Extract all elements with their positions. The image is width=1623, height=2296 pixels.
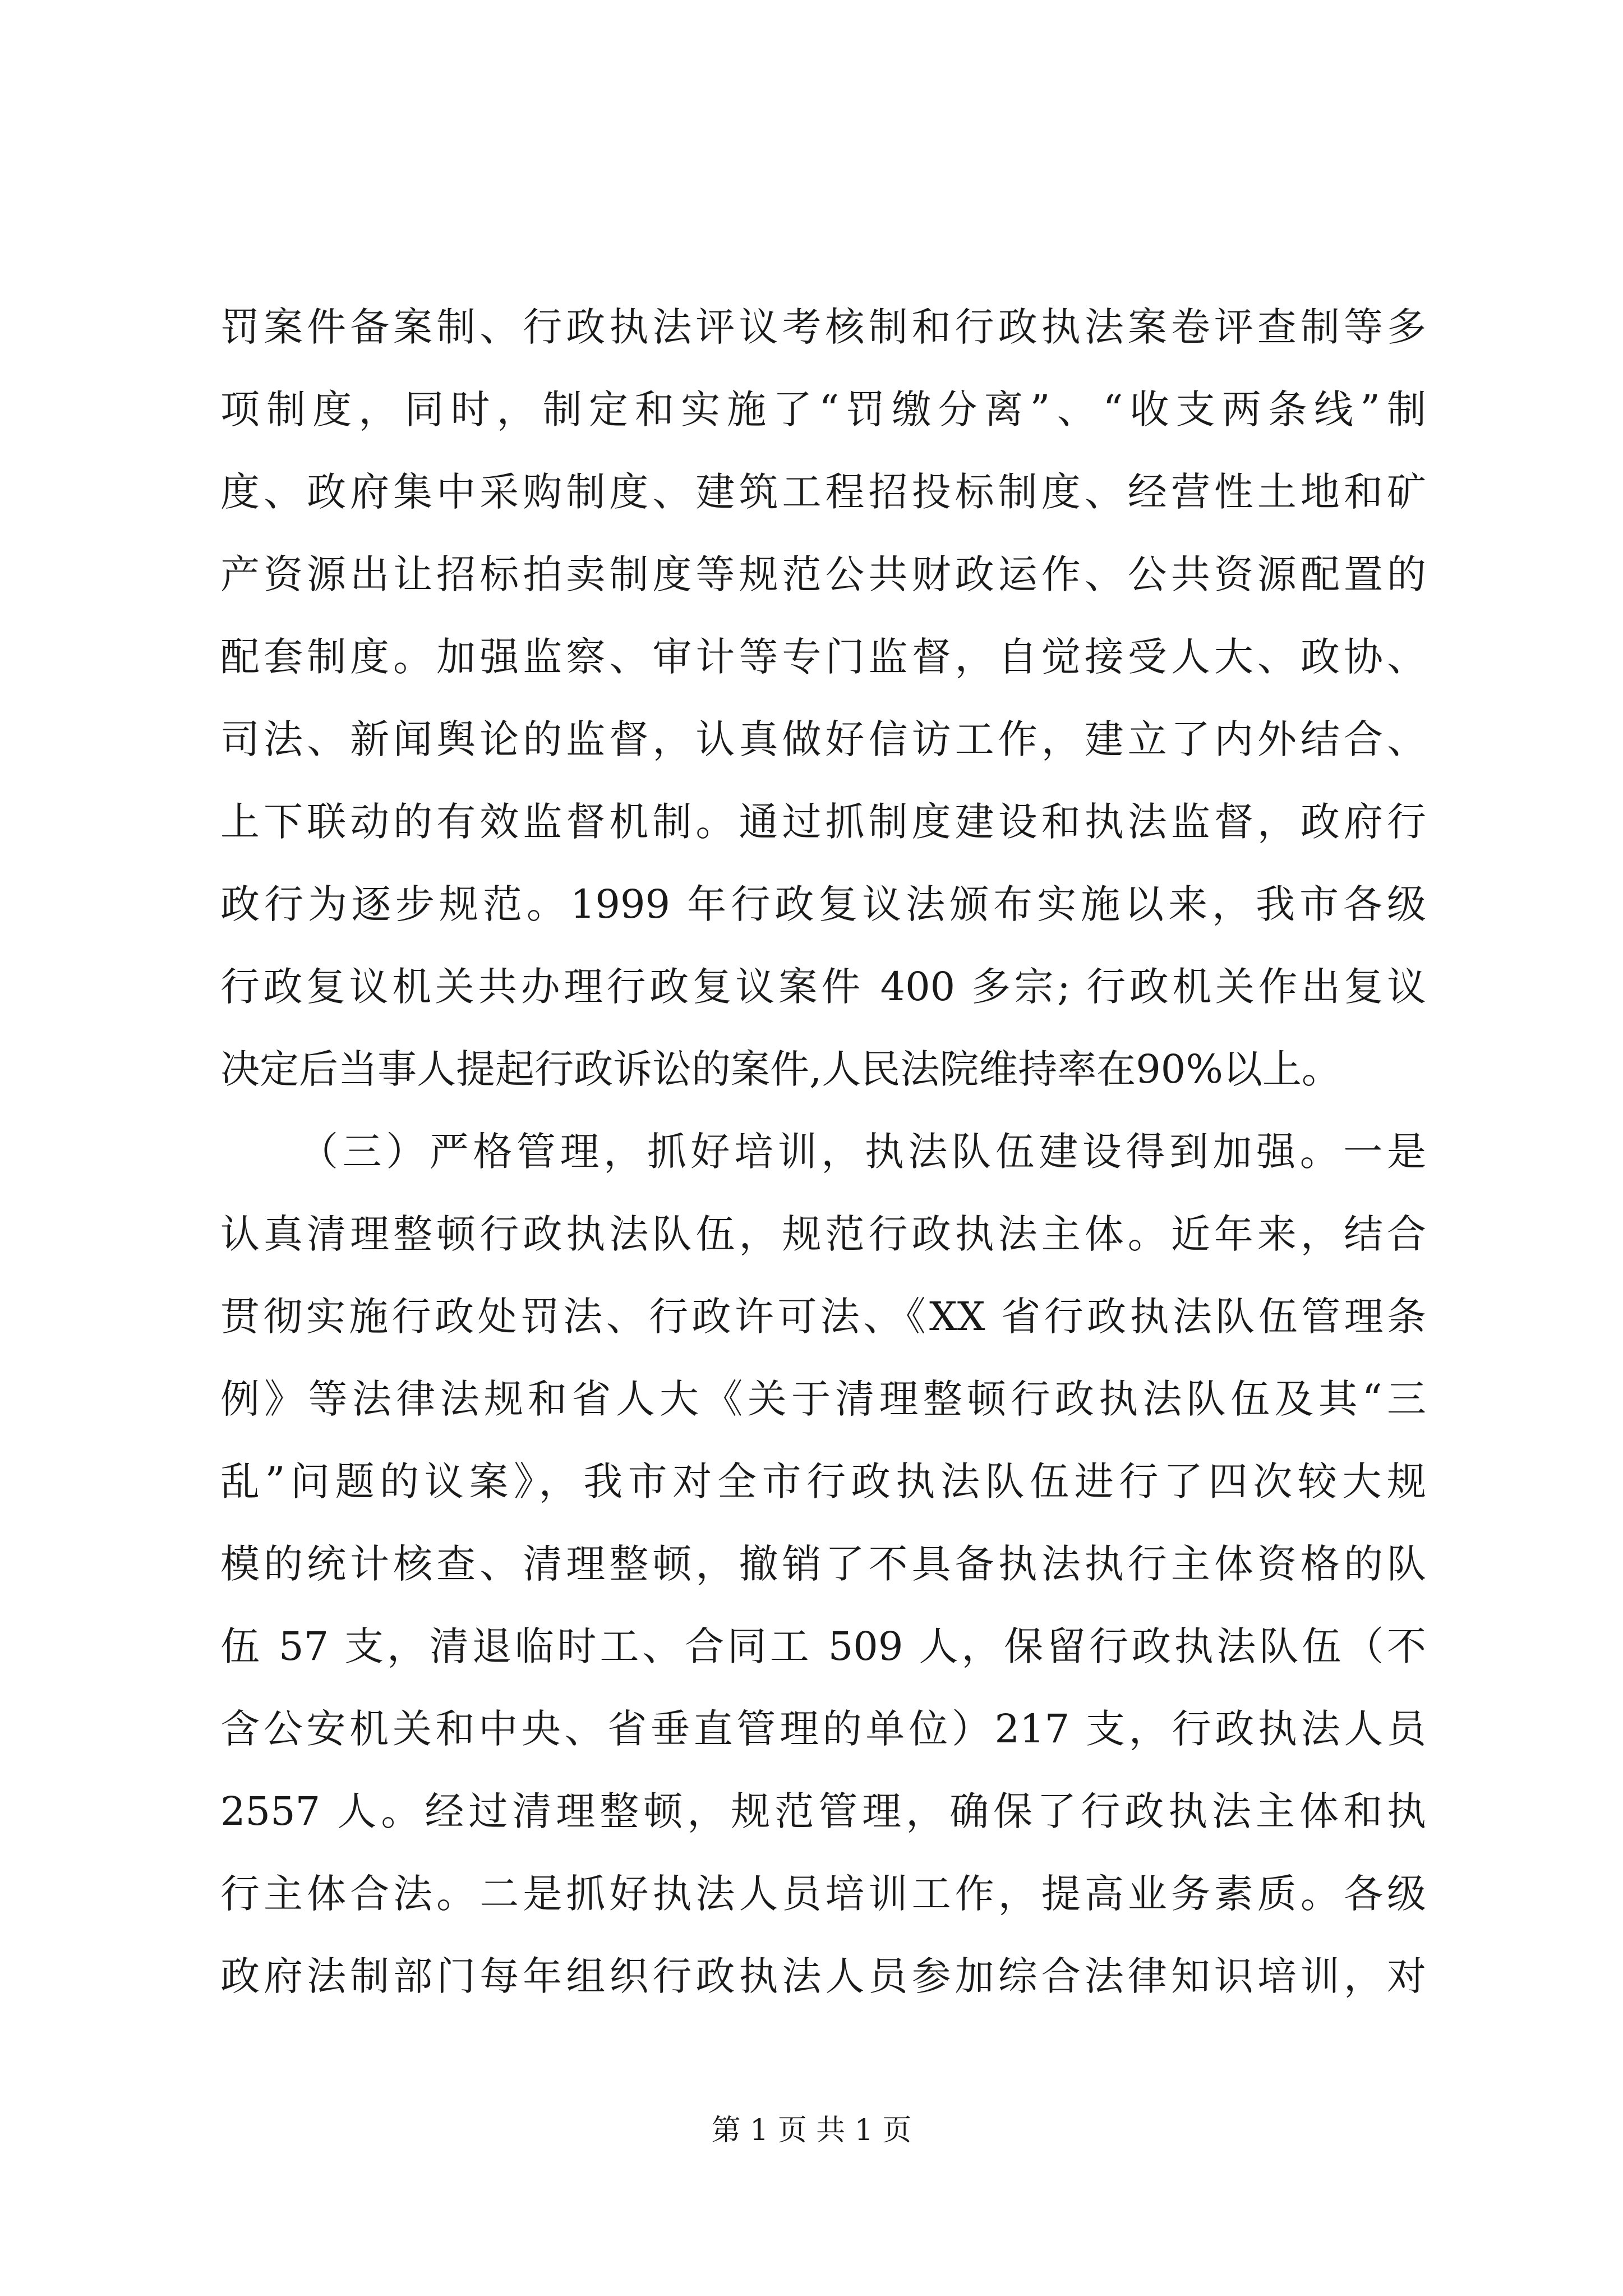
text-line: 度、政府集中采购制度、建筑工程招投标制度、经营性土地和矿: [220, 469, 1426, 515]
text-line: 上下联动的有效监督机制。通过抓制度建设和执法监督，政府行: [220, 799, 1426, 845]
text-line: 项制度，同时，制定和实施了“罚缴分离”、“收支两条线”制: [220, 386, 1426, 432]
text-line: 决定后当事人提起行政诉讼的案件,人民法院维持率在90%以上。: [220, 1046, 1341, 1092]
text-line: 司法、新闻舆论的监督，认真做好信访工作，建立了内外结合、: [220, 716, 1426, 762]
text-line: 含公安机关和中央、省垂直管理的单位）217 支，行政执法人员: [220, 1706, 1426, 1752]
text-line: 罚案件备案制、行政执法评议考核制和行政执法案卷评查制等多: [220, 304, 1426, 350]
text-line: 产资源出让招标拍卖制度等规范公共财政运作、公共资源配置的: [220, 551, 1426, 597]
text-line: 行政复议机关共办理行政复议案件 400 多宗; 行政机关作出复议: [220, 964, 1426, 1010]
text-line: 政行为逐步规范。1999 年行政复议法颁布实施以来，我市各级: [220, 881, 1426, 927]
page-number: 第 1 页 共 1 页: [711, 2114, 912, 2147]
page-footer: [0, 2106, 1623, 2148]
text-line: （三）严格管理，抓好培训，执法队伍建设得到加强。一是: [299, 1129, 1426, 1175]
text-line: 例》等法律法规和省人大《关于清理整顿行政执法队伍及其“三: [220, 1376, 1426, 1422]
text-line: 乱”问题的议案》，我市对全市行政执法队伍进行了四次较大规: [220, 1458, 1426, 1504]
text-line: 行主体合法。二是抓好执法人员培训工作，提高业务素质。各级: [220, 1871, 1426, 1917]
text-line: 贯彻实施行政处罚法、行政许可法、《XX 省行政执法队伍管理条: [220, 1294, 1426, 1340]
text-line: 2557 人。经过清理整顿，规范管理，确保了行政执法主体和执: [220, 1788, 1426, 1834]
text-line: 政府法制部门每年组织行政执法人员参加综合法律知识培训，对: [220, 1953, 1426, 1999]
text-line: 模的统计核查、清理整顿，撤销了不具备执法执行主体资格的队: [220, 1541, 1426, 1587]
text-line: 认真清理整顿行政执法队伍，规范行政执法主体。近年来，结合: [220, 1211, 1426, 1257]
body-text: [220, 286, 1426, 2018]
text-line: 配套制度。加强监察、审计等专门监督，自觉接受人大、政协、: [220, 634, 1426, 680]
text-line: 伍 57 支，清退临时工、合同工 509 人，保留行政执法队伍（不: [220, 1623, 1426, 1669]
